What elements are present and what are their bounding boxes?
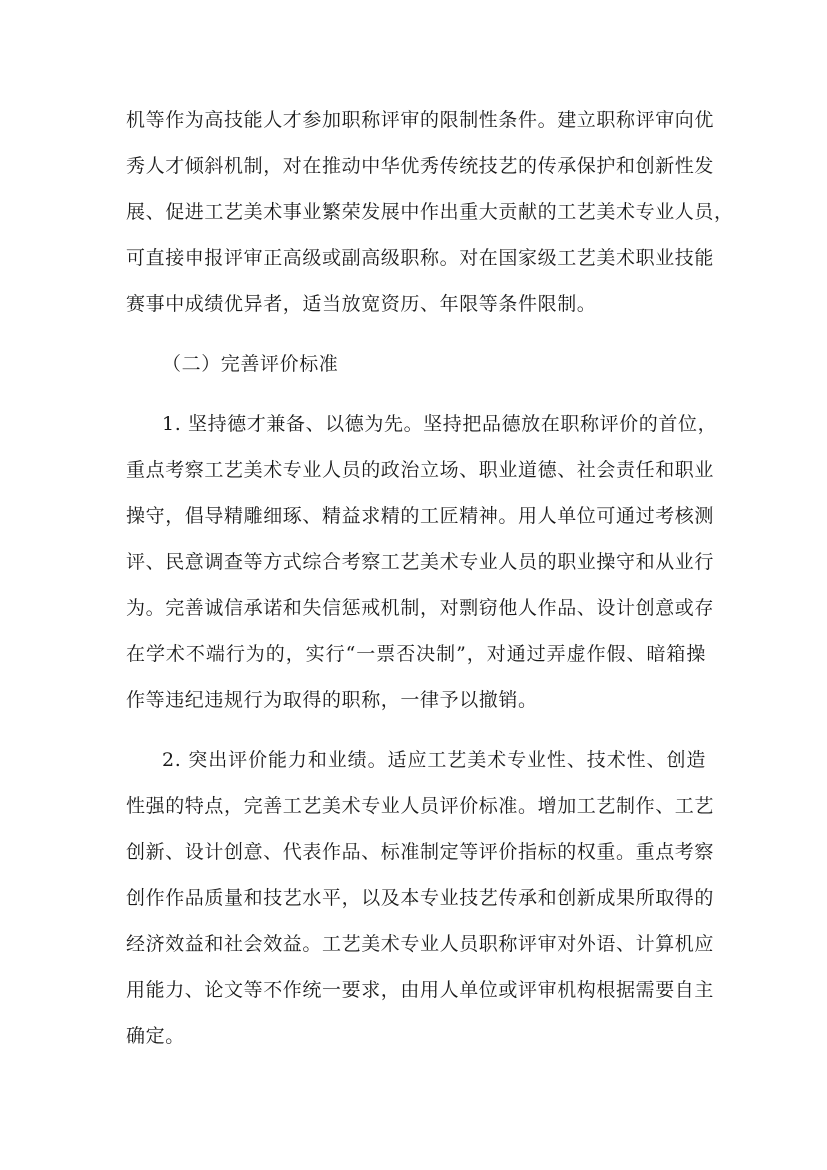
section-heading: （二）完善评价标准 (162, 353, 339, 375)
paragraph-3-line-2: 性强的特点，完善工艺美术专业人员评价标准。增加工艺制作、工艺 (126, 795, 715, 817)
paragraph-3-line-4: 创作作品质量和技艺水平，以及本专业技艺传承和创新成果所取得的 (126, 887, 715, 909)
paragraph-2-line-6: 在学术不端行为的，实行“一票否决制”，对通过弄虚作假、暗箱操 (126, 643, 706, 665)
paragraph-3-line-1: 2. 突出评价能力和业绩。适应工艺美术专业性、技术性、创造 (162, 749, 706, 771)
paragraph-2-line-2: 重点考察工艺美术专业人员的政治立场、职业道德、社会责任和职业 (126, 459, 715, 481)
paragraph-2-line-4: 评、民意调查等方式综合考察工艺美术专业人员的职业操守和从业行 (126, 551, 715, 573)
paragraph-2-line-1: 1. 坚持德才兼备、以德为先。坚持把品德放在职称评价的首位， (162, 413, 718, 435)
paragraph-2-line-5: 为。完善诚信承诺和失信惩戒机制，对剽窃他人作品、设计创意或存 (126, 597, 715, 619)
paragraph-3-line-3: 创新、设计创意、代表作品、标准制定等评价指标的权重。重点考察 (126, 841, 715, 863)
paragraph-3-line-5: 经济效益和社会效益。工艺美术专业人员职称评审对外语、计算机应 (126, 933, 715, 955)
paragraph-1-line-5: 赛事中成绩优异者，适当放宽资历、年限等条件限制。 (126, 293, 597, 315)
paragraph-1-line-2: 秀人才倾斜机制，对在推动中华优秀传统技艺的传承保护和创新性发 (126, 155, 715, 177)
paragraph-3-line-6: 用能力、论文等不作统一要求，由用人单位或评审机构根据需要自主 (126, 979, 715, 1001)
paragraph-1-line-1: 机等作为高技能人才参加职称评审的限制性条件。建立职称评审向优 (126, 109, 715, 131)
paragraph-1-line-4: 可直接申报评审正高级或副高级职称。对在国家级工艺美术职业技能 (126, 247, 715, 269)
paragraph-1-line-3: 展、促进工艺美术事业繁荣发展中作出重大贡献的工艺美术专业人员， (126, 201, 734, 223)
paragraph-2-line-3: 操守，倡导精雕细琢、精益求精的工匠精神。用人单位可通过考核测 (126, 505, 715, 527)
paragraph-3-line-7: 确定。 (126, 1025, 185, 1047)
paragraph-2-line-7: 作等违纪违规行为取得的职称，一律予以撤销。 (126, 689, 538, 711)
